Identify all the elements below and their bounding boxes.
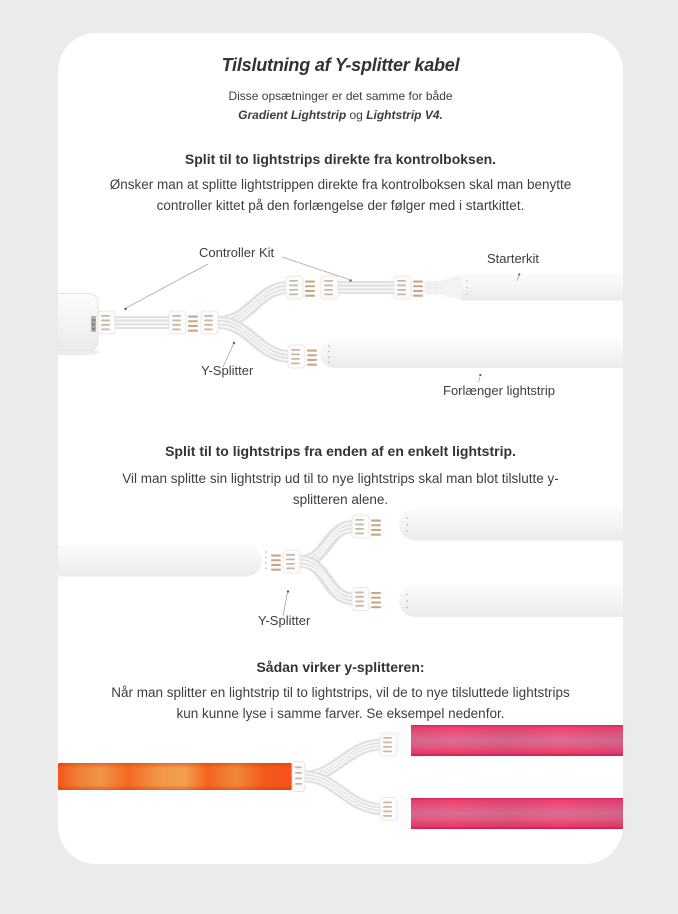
subtitle-connector-word: og	[346, 108, 367, 123]
subtitle-product-gradient-lightstrip: Gradient Lightstrip	[238, 108, 347, 123]
y-splitter-cable	[271, 515, 381, 611]
label-controller-kit: Controller Kit	[199, 245, 275, 260]
orange-lightstrip	[58, 763, 292, 790]
connector	[292, 762, 305, 792]
diagram-color-example	[58, 718, 623, 838]
section-2-heading: Split til to lightstrips fra enden af en enkelt lightstrip.	[165, 443, 516, 459]
label-y-splitter-2: Y-Splitter	[258, 613, 311, 628]
white-lightstrip-left	[58, 545, 262, 577]
gold-pins	[371, 592, 381, 608]
controller-kit-cable-2	[321, 276, 423, 299]
connector	[98, 311, 115, 334]
connector	[201, 311, 218, 334]
extension-lightstrip	[320, 340, 623, 368]
connector	[352, 515, 369, 538]
controller-kit-cable-1	[98, 311, 198, 334]
gold-pins	[413, 281, 423, 297]
connector	[380, 733, 397, 756]
gold-holes	[265, 551, 267, 569]
gold-pins	[271, 555, 281, 571]
label-y-splitter-1: Y-Splitter	[201, 363, 254, 378]
gold-pins	[305, 281, 315, 297]
section-1-body: Ønsker man at splitte lightstrippen direkte fra kontrolboksen skal man benytte controller kittet på den forlængelse der følger med i startkittet.	[109, 177, 572, 213]
connector	[321, 276, 338, 299]
subtitle-line1: Disse opsætninger er det samme for både	[228, 89, 453, 103]
starterkit-lightstrip	[425, 275, 623, 301]
subtitle-product-lightstrip-v4: Lightstrip V4.	[366, 108, 443, 123]
gold-pins	[188, 316, 198, 332]
instruction-card	[58, 33, 623, 864]
label-extension-lightstrip: Forlænger lightstrip	[443, 383, 555, 398]
connector	[169, 311, 186, 334]
section-2-body: Vil man splitte sin lightstrip ud til to nye lightstrips skal man blot tilslutte y-splitteren alene.	[122, 471, 559, 507]
control-box	[58, 294, 100, 356]
white-lightstrip-bottom-right	[399, 585, 623, 617]
connector	[352, 588, 369, 611]
connector	[288, 345, 305, 368]
page-subtitle	[58, 87, 623, 125]
white-lightstrip-top-right	[399, 509, 623, 541]
connector	[380, 798, 397, 821]
section-3-heading: Sådan virker y-splitteren:	[256, 659, 425, 675]
pink-lightstrip-bottom	[397, 797, 623, 830]
section-1-heading: Split til to lightstrips direkte fra kontrolboksen.	[184, 151, 497, 167]
label-starterkit: Starterkit	[487, 251, 540, 266]
gold-pins	[371, 520, 381, 536]
gold-pins	[307, 350, 317, 366]
diagram-split-from-strip-end	[58, 503, 623, 648]
section-3-body: Når man splitter en lightstrip til to lightstrips, vil de to nye tilsluttede lightstrips kun kunne lyse i samme farver. Se eksempel nedenfor.	[111, 685, 570, 721]
connector	[394, 276, 411, 299]
connector	[283, 550, 300, 573]
pink-lightstrip-top	[397, 724, 623, 757]
y-splitter-cable	[292, 733, 397, 821]
page-title: Tilslutning af Y-splitter kabel	[221, 55, 460, 75]
y-splitter-cable	[201, 276, 317, 368]
connector	[286, 276, 303, 299]
